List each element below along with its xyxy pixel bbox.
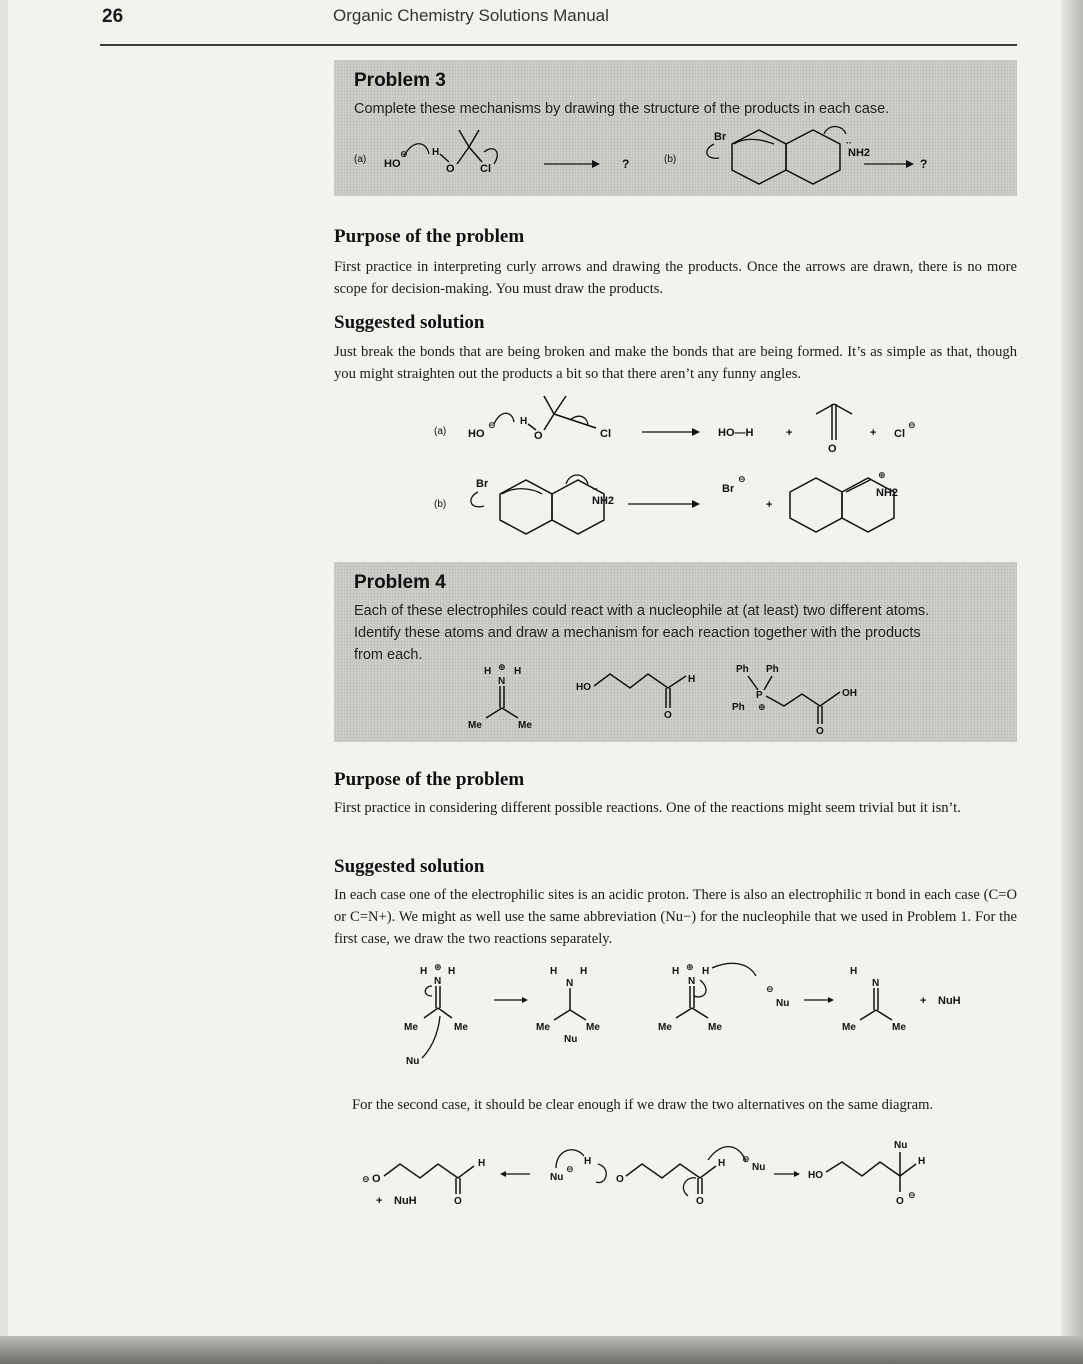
bond: [900, 1164, 916, 1176]
problem-3-title: Problem 3: [354, 70, 446, 91]
bond: [570, 1010, 586, 1020]
p3-purpose-text: First practice in interpreting curly arrows and drawing the products. Once the arrows are drawn, there is no more scope for decision-making. You must draw the products.: [334, 259, 1017, 297]
bromide-label: Br: [722, 483, 735, 495]
plus-sign: +: [376, 1195, 383, 1207]
p4-purpose-text: First practice in considering different possible reactions. One of the reactions might seem trivial but it isn’t.: [334, 800, 961, 816]
curly-arrow: [683, 1178, 696, 1196]
phosphonium-charge: ⊕: [758, 702, 766, 712]
hydroxyl-label: HO: [808, 1170, 823, 1181]
bromide-charge: ⊖: [738, 474, 746, 484]
double-bond: [846, 480, 870, 492]
curly-arrow: [425, 986, 432, 996]
nucleophile-charge: ⊖: [742, 1154, 750, 1164]
curly-arrow: [404, 144, 429, 156]
plus-sign: +: [786, 427, 793, 439]
bond: [544, 396, 554, 414]
nucleophile-label: Nu: [564, 1034, 578, 1045]
hydroxide-charge: ⊖: [400, 149, 408, 159]
chain: [384, 1164, 474, 1178]
problem-4-box: [334, 562, 1017, 742]
alkoxide-label: O: [372, 1173, 381, 1185]
bond: [748, 676, 758, 690]
nitrogen-label: N: [566, 978, 574, 989]
lone-pair: ··: [846, 138, 852, 148]
water-label: HO—H: [718, 427, 754, 439]
curly-arrow: [824, 127, 846, 135]
oxygen-label: O: [446, 163, 455, 175]
oxygen-label: O: [896, 1196, 904, 1207]
bond: [459, 130, 469, 147]
phenyl-label: Ph: [736, 664, 749, 675]
chlorine-label: Cl: [600, 428, 611, 440]
curly-arrow: [712, 963, 756, 976]
hydrogen-label: H: [420, 966, 428, 977]
chloride-label: Cl: [894, 428, 905, 440]
bond: [692, 1008, 708, 1018]
hydrogen-label: H: [478, 1158, 486, 1169]
hydrogen-label: H: [520, 416, 528, 427]
plus-sign: +: [766, 499, 773, 511]
methyl-label: Me: [892, 1022, 906, 1033]
p3-solution-text: Just break the bonds that are being broken and make the bonds that are being formed. It’s as simple as that, though you might straighten out the products a bit so that there aren’t any funny angles.: [334, 344, 1017, 382]
bromine-label: Br: [714, 131, 727, 143]
hydroxyl-label: OH: [842, 688, 857, 699]
methyl-label: Me: [468, 720, 482, 731]
product-ring-left: [790, 478, 842, 532]
ring-left: [500, 480, 552, 534]
methyl-label: Me: [404, 1022, 418, 1033]
bond: [469, 130, 479, 147]
methyl-label: Me: [536, 1022, 550, 1033]
nucleophile-label: Nu: [752, 1162, 766, 1173]
nucleophile-charge: ⊖: [766, 984, 774, 994]
arrow-head: [500, 1171, 506, 1177]
iminium-charge: ⊕: [434, 962, 442, 972]
bond: [554, 414, 596, 428]
scheme-label-a: (a): [434, 426, 447, 437]
arrow-head: [906, 160, 914, 168]
scheme-label-b: (b): [664, 154, 677, 165]
hydroxide-label: HO: [468, 428, 485, 440]
arrow-head: [592, 160, 600, 168]
arrow-head: [522, 997, 528, 1003]
hydrogen-label: H: [672, 966, 680, 977]
plus-sign: +: [870, 427, 877, 439]
methyl-label: Me: [708, 1022, 722, 1033]
bond: [544, 414, 554, 430]
problem-4-scheme: [334, 660, 1017, 742]
nucleophile-label: Nu: [550, 1172, 564, 1183]
bond: [424, 1008, 438, 1018]
phenyl-label: Ph: [732, 702, 745, 713]
hydrogen-label: H: [688, 674, 696, 685]
hydrogen-label: H: [550, 966, 558, 977]
oxygen-label: O: [816, 726, 824, 737]
hydrogen-label: H: [702, 966, 710, 977]
hydrogen-label: H: [580, 966, 588, 977]
phosphorus-label: P: [756, 690, 763, 701]
alkoxide-charge: ⊖: [362, 1174, 370, 1184]
oxygen-label: O: [454, 1196, 462, 1207]
arrow-head: [828, 997, 834, 1003]
bond: [860, 1010, 876, 1020]
bond: [486, 708, 502, 718]
p4-second-case-text: For the second case, it should be clear enough if we draw the two alternatives on the same diagram.: [352, 1097, 934, 1113]
bond: [554, 396, 566, 414]
problem-4-title: Problem 4: [354, 572, 446, 593]
product-query: ?: [622, 157, 630, 171]
page-right-shadow: [1061, 0, 1083, 1364]
bond: [440, 154, 449, 162]
curly-arrow: [694, 980, 706, 997]
arrow-head: [794, 1171, 800, 1177]
nucleophile-label: Nu: [776, 998, 790, 1009]
scheme-label-a: (a): [354, 154, 367, 165]
bond: [876, 1010, 892, 1020]
problem-3-scheme: [334, 122, 1017, 196]
hydrogen-label: H: [918, 1156, 926, 1167]
bond: [554, 1010, 570, 1020]
nucleophile-label: Nu: [406, 1056, 420, 1067]
alkoxide-charge: ⊖: [908, 1190, 916, 1200]
curly-arrow: [471, 492, 484, 507]
curly-arrow: [596, 1164, 606, 1183]
oxygen-label: O: [534, 430, 543, 442]
p4-scheme-1: [400, 956, 980, 1066]
p3-solution-heading: Suggested solution: [334, 312, 485, 333]
curly-arrow: [707, 144, 719, 158]
p4-purpose-heading: Purpose of the problem: [334, 769, 525, 790]
product-query: ?: [920, 157, 928, 171]
problem-4-statement-line-2: Identify these atoms and draw a mechanism for each reaction together with the products: [354, 625, 921, 641]
p4-solution-heading: Suggested solution: [334, 856, 485, 877]
lone-pair: ··: [592, 484, 598, 494]
bond: [502, 708, 518, 718]
methyl-label: Me: [658, 1022, 672, 1033]
amine-label: NH2: [848, 147, 871, 159]
running-header: Organic Chemistry Solutions Manual: [333, 6, 609, 25]
hydroxide-label: HO: [384, 158, 401, 170]
problem-3-box: [334, 60, 1017, 196]
p4-solution-text: In each case one of the electrophilic sites is an acidic proton. There is also an electrophilic π bond in each case (C=O or C=N+). We might as well use the same abbreviation (Nu−) for the nucleophile that we used in Problem 1. For the first case, we draw the two reactions separately.: [334, 887, 1017, 947]
nuh-label: NuH: [394, 1195, 417, 1207]
curly-arrow: [422, 1016, 440, 1058]
bond: [469, 147, 482, 162]
nucleophile-label: Nu: [894, 1140, 908, 1151]
header-rule: [100, 44, 1017, 46]
scheme-label-b: (b): [434, 499, 447, 510]
nucleophile-charge: ⊖: [566, 1164, 574, 1174]
nitrogen-label: N: [498, 676, 506, 687]
page-left-edge: [0, 0, 8, 1364]
plus-sign: +: [920, 995, 927, 1007]
iminium-charge: ⊕: [686, 962, 694, 972]
methyl-label: Me: [454, 1022, 468, 1033]
hydrogen-label: H: [584, 1156, 592, 1167]
curly-arrow: [566, 475, 588, 484]
methyl-label: Me: [518, 720, 532, 731]
problem-3-statement: Complete these mechanisms by drawing the structure of the products in each case.: [354, 101, 890, 117]
hydrogen-label: H: [850, 966, 858, 977]
bond: [764, 676, 772, 690]
iminium-label: NH2: [876, 487, 899, 499]
nitrogen-label: N: [688, 976, 696, 987]
p3-purpose-heading: Purpose of the problem: [334, 226, 525, 247]
hydroxyl-label: HO: [576, 682, 591, 693]
p3-solution-scheme: [420, 392, 920, 542]
bond: [457, 147, 469, 164]
oxygen-label: O: [616, 1174, 624, 1185]
chain: [594, 674, 686, 688]
hydrogen-label: H: [432, 147, 440, 158]
nuh-label: NuH: [938, 995, 961, 1007]
iminium-charge: ⊕: [498, 662, 506, 672]
phenyl-label: Ph: [766, 664, 779, 675]
methyl-label: Me: [842, 1022, 856, 1033]
problem-4-statement-line-3: from each.: [354, 647, 423, 663]
hydrogen-label: H: [718, 1158, 726, 1169]
page-bottom-shadow: [0, 1336, 1083, 1364]
bromine-label: Br: [476, 478, 489, 490]
amine-label: NH2: [592, 495, 615, 507]
curly-arrow: [494, 413, 514, 424]
chloride-charge: ⊖: [908, 420, 916, 430]
chain: [766, 692, 840, 706]
chain: [626, 1164, 716, 1178]
page-number: 26: [102, 6, 124, 27]
hydrogen-label: H: [448, 966, 456, 977]
curly-arrow: [708, 1147, 746, 1162]
hydrogen-label: H: [514, 666, 522, 677]
chain: [826, 1162, 900, 1176]
curly-arrow: [484, 149, 497, 164]
problem-4-statement-line-1: Each of these electrophiles could react with a nucleophile at (at least) two different atoms.: [354, 603, 930, 619]
arrow-head: [692, 500, 700, 508]
oxygen-label: O: [696, 1196, 704, 1207]
hydroxide-charge: ⊖: [488, 420, 496, 430]
methyl-label: Me: [586, 1022, 600, 1033]
arrow-head: [692, 428, 700, 436]
chlorine-label: Cl: [480, 163, 491, 175]
ring-right: [786, 130, 840, 184]
bond: [676, 1008, 692, 1018]
p4-scheme-2: [360, 1130, 960, 1220]
iminium-charge: ⊕: [878, 470, 886, 480]
oxygen-label: O: [664, 710, 672, 721]
nitrogen-label: N: [434, 976, 442, 987]
ring-left: [732, 130, 786, 184]
oxygen-label: O: [828, 443, 837, 455]
nitrogen-label: N: [872, 978, 880, 989]
hydrogen-label: H: [484, 666, 492, 677]
